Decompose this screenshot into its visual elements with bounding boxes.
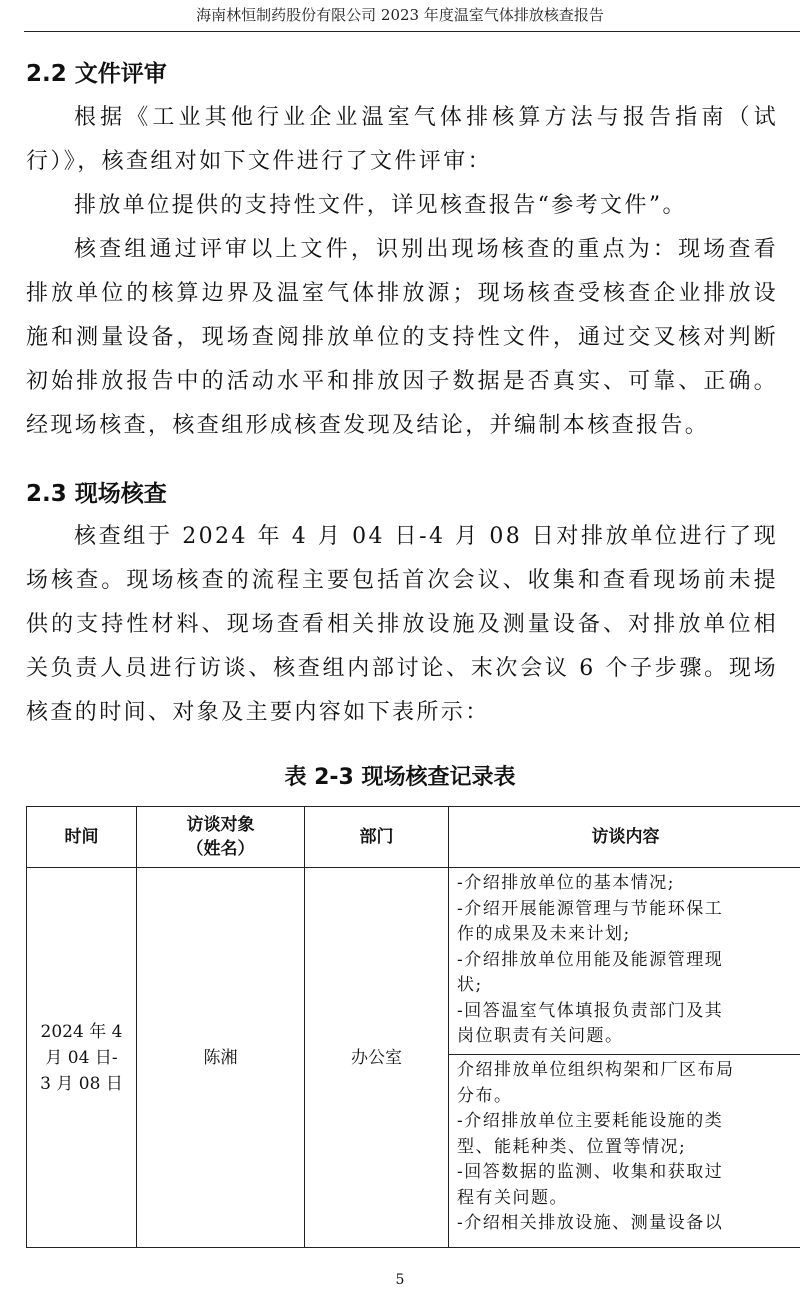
column-header-time: 时间: [27, 807, 137, 868]
section-heading-2-2: 2.2 文件评审: [26, 61, 167, 87]
header-rule: [24, 31, 800, 32]
time-line: 2024 年 4: [40, 1021, 123, 1042]
content-line: 程有关问题。: [457, 1187, 568, 1208]
interviewee-header-line-2: （姓名）: [186, 839, 255, 859]
paragraph-document-review-basis: 根据《工业其他行业企业温室气体排核算方法与报告指南（试行）》，核查组对如下文件进行了文件评审：: [26, 105, 778, 174]
content-line: -介绍相关排放设施、测量设备以: [457, 1213, 724, 1233]
interviewee-header-line-1: 访谈对象: [186, 815, 255, 835]
page-number: 5: [395, 1272, 405, 1288]
content-line: 作的成果及未来计划;: [457, 924, 631, 944]
content-line: -介绍排放单位主要耗能设施的类: [457, 1111, 724, 1131]
content-line: 型、能耗种类、位置等情况;: [457, 1136, 687, 1157]
paragraph-supporting-files: 排放单位提供的支持性文件，详见核查报告“参考文件”。: [74, 193, 687, 218]
running-header: [0, 0, 800, 34]
content-line: -回答温室气体填报负责部门及其: [457, 1000, 724, 1021]
table-row: [27, 868, 800, 1055]
content-line: -介绍开展能源管理与节能环保工: [457, 898, 724, 919]
time-line: 月 04 日-: [45, 1047, 118, 1068]
cell-content-block-2: [449, 1055, 800, 1248]
content-line: -介绍排放单位的基本情况;: [457, 873, 675, 893]
cell-interviewee: 陈湘: [137, 868, 305, 1248]
time-line: 3 月 08 日: [40, 1073, 123, 1094]
column-header-department: 部门: [305, 807, 449, 868]
content-line: 岗位职责有关问题。: [457, 1026, 624, 1046]
column-header-interviewee: [137, 807, 305, 868]
inspection-record-table: [26, 806, 800, 1248]
content-line: -回答数据的监测、收集和获取过: [457, 1162, 724, 1182]
cell-time: [27, 868, 137, 1248]
content-line: -介绍排放单位用能及能源管理现: [457, 949, 724, 970]
section-heading-2-3: 2.3 现场核查: [26, 481, 167, 507]
content-line: 介绍排放单位组织构架和厂区布局: [457, 1060, 735, 1080]
table-header-row: [27, 807, 800, 868]
content-line: 分布。: [457, 1085, 513, 1106]
paragraph-review-focus: 核查组通过评审以上文件，识别出现场核查的重点为：现场查看排放单位的核算边界及温室气体排放源；现场核查受核查企业排放设施和测量设备，现场查阅排放单位的支持性文件，通过交叉核对判断初始排放报告中的活动水平和排放因子数据是否真实、可靠、正确。经现场核查，核查组形成核查发现及结论，并编制本核查报告。: [26, 237, 778, 438]
cell-content-block-1: [449, 868, 800, 1055]
paragraph-site-inspection: 核查组于 2024 年 4 月 04 日-4 月 08 日对排放单位进行了现场核查。现场核查的流程主要包括首次会议、收集和查看现场前未提供的支持性材料、现场查看相关排放设施及测量设备、对排放单位相关负责人员进行访谈、核查组内部讨论、末次会议 6 个子步骤。现场核查的时间、对象及主要内容如下表所示：: [26, 524, 778, 725]
column-header-content: 访谈内容: [449, 807, 800, 868]
cell-department: 办公室: [305, 868, 449, 1248]
header-title: 海南林恒制药股份有限公司 2023 年度温室气体排放核查报告: [196, 6, 604, 24]
content-line: 状;: [457, 975, 483, 995]
table-caption: 表 2-3 现场核查记录表: [284, 765, 516, 790]
